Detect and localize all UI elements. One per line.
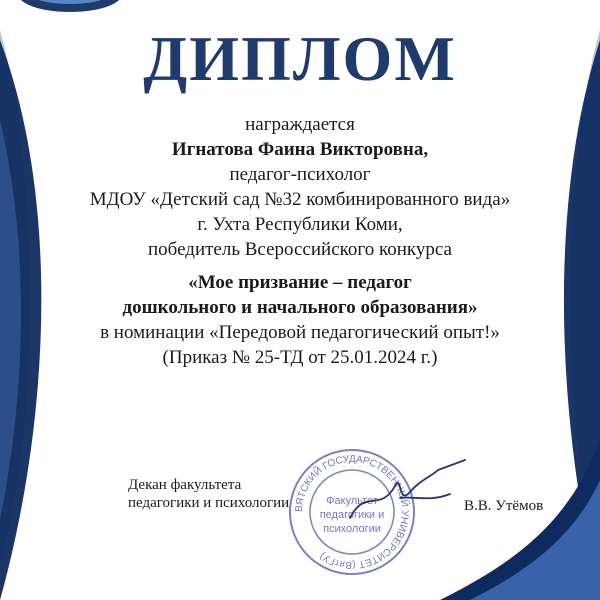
stamp-center-line2: педагогики и (319, 509, 385, 521)
signatory-name: В.В. Утёмов (464, 498, 544, 514)
stamp-center-line1: Факультет (326, 495, 378, 507)
signatory-title-line1: Декан факультета (128, 477, 242, 493)
city-text: г. Ухта Республики Коми, (197, 214, 403, 235)
recipient-position: педагог-психолог (229, 164, 371, 185)
signatory-title-line2: педагогики и психологии (128, 495, 290, 511)
recipient-name: Игнатова Фаина Викторовна, (171, 139, 429, 160)
nomination-text: в номинации «Передовой педагогический опыт!» (100, 322, 500, 343)
winner-text: победитель Всероссийского конкурса (148, 239, 452, 260)
order-text: (Приказ № 25-ТД от 25.01.2024 г.) (162, 347, 438, 368)
institution-name: МДОУ «Детский сад №32 комбинированного вида» (89, 189, 511, 210)
signatory-title (128, 476, 289, 512)
diploma-title: ДИПЛОМ (143, 23, 457, 94)
contest-title-line1: «Мое призвание – педагог (188, 272, 412, 293)
awarded-text: награждается (245, 114, 355, 135)
handwritten-signature (340, 458, 470, 528)
stamp-ring-text: ВЯТСКИЙ ГОСУДАРСТВЕННЫЙ УНИВЕРСИТЕТ (ВятГУ) (293, 453, 411, 571)
stamp-center-line3: психологии (323, 523, 381, 535)
contest-title-line2: дошкольного и начального образования» (122, 297, 478, 318)
